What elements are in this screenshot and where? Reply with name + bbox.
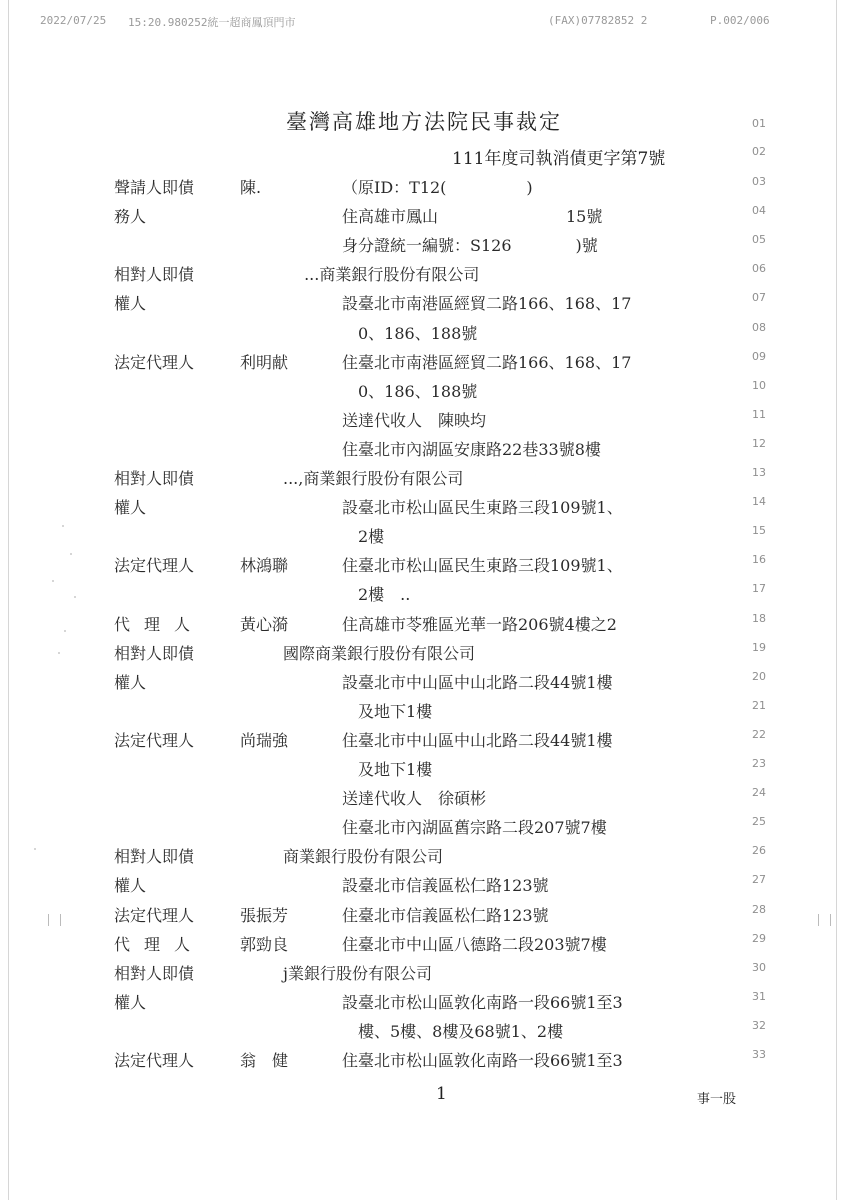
line-text: 住臺北市內湖區舊宗路二段207號7樓 (342, 818, 607, 838)
party-name: 黃心漪 (240, 614, 289, 634)
line-text: 住臺北市內湖區安康路22巷33號8樓 (342, 439, 601, 459)
line-text: 及地下1樓 (342, 760, 433, 779)
document-line (0, 145, 848, 174)
party-name: 郭勁良 (240, 934, 289, 954)
line-text: 送達代收人 徐碩彬 (342, 789, 487, 809)
party-role: 法定代理人 (114, 556, 195, 576)
document-line (0, 204, 848, 233)
document-line (0, 321, 848, 350)
document-line (0, 408, 848, 437)
line-number: 20 (752, 669, 766, 683)
line-text: 住臺北市南港區經貿二路166、168、17 (342, 352, 632, 372)
party-role: 聲請人即債 (114, 178, 195, 197)
party-organization: ...,商業銀行股份有限公司 (283, 469, 464, 488)
line-number: 19 (752, 640, 766, 654)
party-role: 相對人即債 (114, 963, 195, 983)
line-number: 08 (752, 320, 766, 334)
line-number: 30 (752, 960, 766, 974)
line-number: 24 (752, 786, 766, 800)
line-number: 33 (752, 1048, 766, 1061)
line-text: （原ID：T12( ) (342, 178, 533, 197)
line-text: 設臺北市中山區中山北路二段44號1樓 (342, 672, 613, 692)
line-number: 06 (752, 262, 766, 276)
document-line (0, 553, 848, 582)
document-line (0, 990, 848, 1019)
line-number: 16 (752, 553, 766, 567)
document-line (0, 903, 848, 932)
line-number: 23 (752, 757, 766, 770)
document-line (0, 233, 848, 262)
party-organization: ...商業銀行股份有限公司 (283, 265, 480, 285)
document-line (0, 641, 848, 670)
document-line (0, 437, 848, 466)
line-number: 32 (752, 1018, 766, 1032)
party-role: 相對人即債 (114, 847, 195, 867)
party-role: 法定代理人 (114, 905, 195, 925)
line-text: 住臺北市信義區松仁路123號 (342, 905, 549, 925)
line-text: 2樓 (342, 527, 385, 547)
document-line (0, 612, 848, 641)
line-text: 設臺北市信義區松仁路123號 (342, 876, 549, 896)
document-line (0, 524, 848, 553)
court-section: 事一股 (697, 1092, 737, 1107)
line-number: 04 (752, 204, 766, 218)
party-name: 尚瑞強 (240, 730, 289, 750)
line-text: 設臺北市南港區經貿二路166、168、17 (342, 294, 632, 314)
document-title: 臺灣高雄地方法院民事裁定 (286, 110, 562, 134)
party-name: 張振芳 (240, 905, 289, 925)
document-line (0, 262, 848, 291)
document-line (0, 350, 848, 379)
document-line (0, 815, 848, 844)
line-number: 14 (752, 495, 766, 509)
document-line (0, 117, 848, 146)
party-role: 法定代理人 (114, 352, 195, 372)
party-role: 相對人即債 (114, 265, 195, 285)
case-number: 111年度司執消債更字第7號 (452, 149, 666, 169)
party-name: 翁 健 (240, 1051, 289, 1070)
line-number: 25 (752, 815, 766, 829)
line-number: 09 (752, 349, 766, 363)
line-number: 11 (752, 407, 766, 421)
document-line (0, 961, 848, 990)
party-role: 權人 (114, 992, 147, 1012)
line-text: 設臺北市松山區敦化南路一段66號1至3 (342, 992, 623, 1012)
document-line (0, 844, 848, 873)
line-number: 28 (752, 902, 766, 916)
line-text: 0、186、188號 (342, 381, 478, 401)
party-role: 權人 (114, 876, 147, 896)
line-number: 21 (752, 698, 766, 712)
line-number: 15 (752, 524, 766, 538)
party-name: 利明献 (240, 352, 289, 372)
party-organization: 國際商業銀行股份有限公司 (283, 643, 476, 663)
party-name: 陳. (240, 178, 262, 197)
line-number: 27 (752, 873, 766, 887)
line-text: 住臺北市中山區中山北路二段44號1樓 (342, 730, 613, 750)
line-number: 29 (752, 931, 766, 945)
line-text: 住臺北市松山區敦化南路一段66號1至3 (342, 1051, 623, 1070)
line-text: 身分證統一編號：S126 )號 (342, 236, 598, 256)
line-text: 住臺北市中山區八德路二段203號7樓 (342, 934, 607, 954)
party-organization: 商業銀行股份有限公司 (283, 847, 444, 867)
fax-date: 2022/07/25 (40, 14, 107, 27)
document-line (0, 1048, 848, 1077)
line-number: 12 (752, 436, 766, 450)
line-text: 0、186、188號 (342, 323, 478, 343)
fax-number: (FAX)07782852 2 (548, 14, 648, 27)
party-organization: j業銀行股份有限公司 (283, 963, 432, 983)
document-line (0, 175, 848, 204)
document-line (0, 757, 848, 786)
document-line (0, 699, 848, 728)
document-line (0, 728, 848, 757)
line-number: 01 (752, 117, 766, 130)
party-role: 權人 (114, 672, 147, 692)
document-line (0, 466, 848, 495)
line-number: 22 (752, 727, 766, 741)
document-line (0, 873, 848, 902)
line-number: 18 (752, 611, 766, 625)
document-line (0, 932, 848, 961)
document-line (0, 670, 848, 699)
line-text: 住高雄市鳳山 15號 (342, 207, 603, 227)
party-name: 林鴻聯 (240, 556, 289, 576)
party-role: 權人 (114, 294, 147, 314)
line-text: 住臺北市松山區民生東路三段109號1、 (342, 556, 623, 576)
line-number: 26 (752, 844, 766, 858)
fax-page-count: P.002/006 (710, 14, 770, 27)
party-role: 法定代理人 (114, 1051, 195, 1070)
line-text: 設臺北市松山區民生東路三段109號1、 (342, 498, 623, 518)
line-text: 送達代收人 陳映均 (342, 410, 487, 430)
document-line (0, 291, 848, 320)
party-role: 務人 (114, 207, 147, 227)
document-line (0, 1019, 848, 1048)
party-role: 法定代理人 (114, 730, 195, 750)
line-text: 2樓 .. (342, 585, 411, 605)
party-role: 代理人 (114, 934, 205, 954)
party-role: 相對人即債 (114, 469, 195, 488)
line-number: 07 (752, 291, 766, 305)
document-line (0, 786, 848, 815)
line-number: 05 (752, 233, 766, 247)
line-number: 03 (752, 175, 766, 188)
party-role: 權人 (114, 498, 147, 518)
document-line (0, 495, 848, 524)
line-text: 及地下1樓 (342, 701, 433, 721)
document-line (0, 582, 848, 611)
line-number: 13 (752, 466, 766, 479)
page-number: 1 (436, 1084, 447, 1104)
line-number: 31 (752, 989, 766, 1003)
line-number: 10 (752, 378, 766, 392)
line-text: 樓、5樓、8樓及68號1、2樓 (342, 1021, 564, 1041)
line-text: 住高雄市苓雅區光華一路206號4樓之2 (342, 614, 617, 634)
fax-sender: 15:20.980252統一超商鳳頂門市 (128, 16, 296, 29)
line-number: 02 (752, 145, 766, 158)
party-role: 相對人即債 (114, 643, 195, 663)
party-role: 代理人 (114, 614, 205, 634)
document-line (0, 379, 848, 408)
line-number: 17 (752, 582, 766, 596)
